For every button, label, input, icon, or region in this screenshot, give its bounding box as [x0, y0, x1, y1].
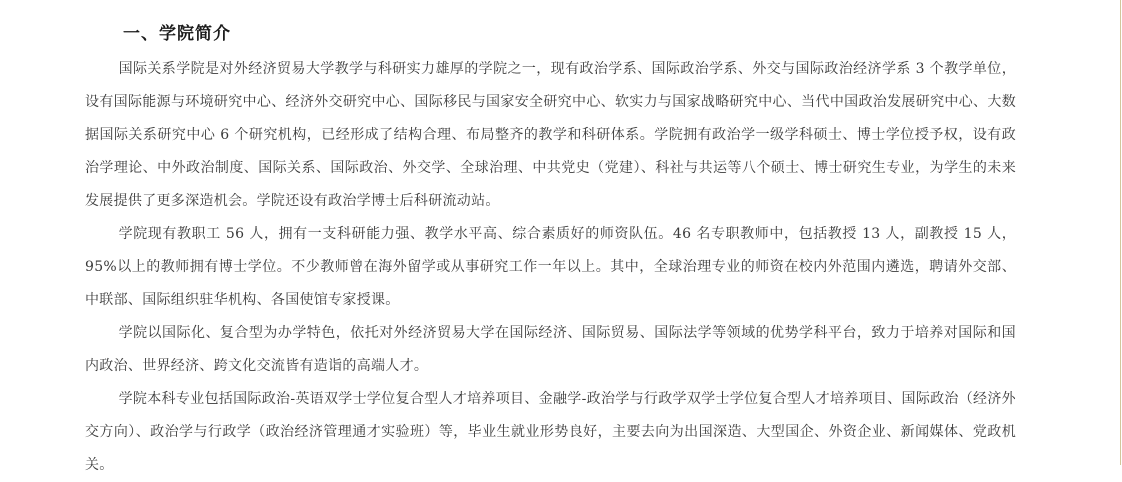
paragraph-undergraduate-programs: 学院本科专业包括国际政治-英语双学士学位复合型人才培养项目、金融学-政治学与行政学双学士学位复合型人才培养项目、国际政治（经济外交方向）、政治学与行政学（政治经济管理通才实验班）等，毕业生就业形势良好，主要去向为出国深造、大型国企、外资企业、新闻媒体、党政机关。	[85, 391, 1016, 473]
page-edge-line	[1120, 0, 1121, 465]
paragraph-faculty: 学院现有教职工 56 人，拥有一支科研能力强、教学水平高、综合素质好的师资队伍。46 名专职教师中，包括教授 13 人，副教授 15 人，95%以上的教师拥有博士学位。不少教师曾在海外留学或从事研究工作一年以上。其中，全球治理专业的师资在校内外范围内遴选，聘请外交部、中联部、国际组织驻华机构、各国使馆专家授课。	[85, 226, 1016, 308]
paragraph-characteristics: 学院以国际化、复合型为办学特色，依托对外经济贸易大学在国际经济、国际贸易、国际法学等领域的优势学科平台，致力于培养对国际和国内政治、世界经济、跨文化交流皆有造诣的高端人才。	[85, 325, 1016, 374]
section-heading: 一、学院简介	[123, 24, 231, 44]
document-content	[85, 22, 1016, 482]
paragraph-college-overview: 国际关系学院是对外经济贸易大学教学与科研实力雄厚的学院之一，现有政治学系、国际政治学系、外交与国际政治经济学系 3 个教学单位，设有国际能源与环境研究中心、经济外交研究中心、国际移民与国家安全研究中心、软实力与国家战略研究中心、当代中国政治发展研究中心、大数据国际关系研究中心 6 个研究机构，已经形成了结构合理、布局整齐的教学和科研体系。学院拥有政治学一级学科硕士、博士学位授予权，设有政治学理论、中外政治制度、国际关系、国际政治、外交学、全球治理、中共党史（党建）、科社与共运等八个硕士、博士研究生专业，为学生的未来发展提供了更多深造机会。学院还设有政治学博士后科研流动站。	[85, 61, 1016, 209]
